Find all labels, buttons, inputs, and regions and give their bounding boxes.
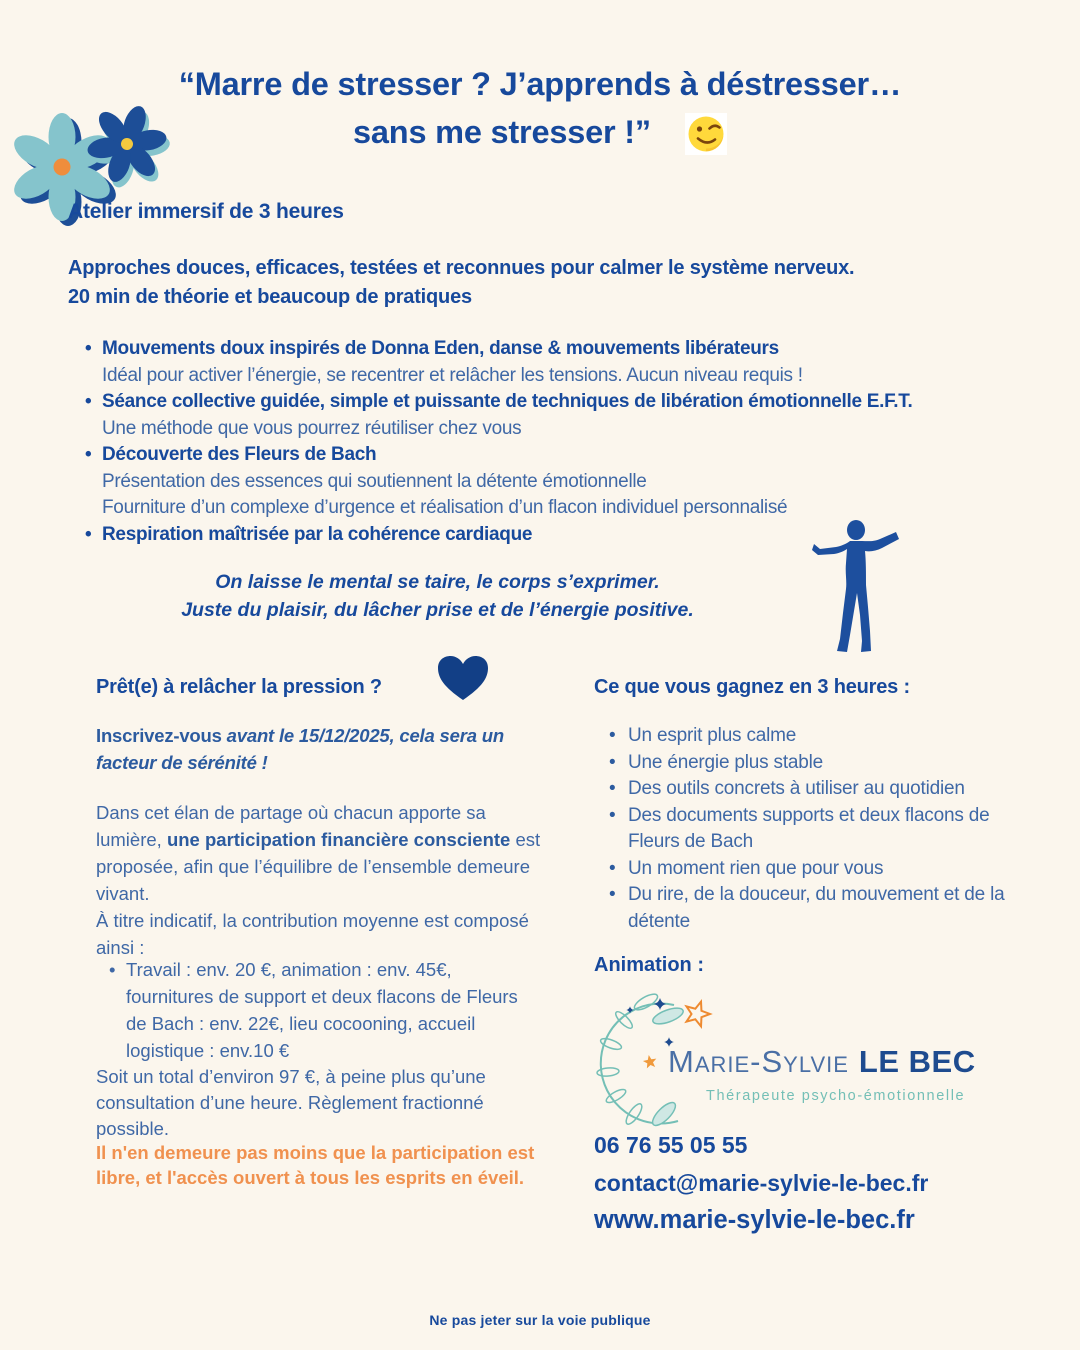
right-column: [594, 0, 1026, 1350]
benefit-item: • Un moment rien que pour vous: [594, 856, 1026, 883]
bullet-detail: Idéal pour activer l’énergie, se recentrer et relâcher les tensions. Aucun niveau requis !: [102, 364, 803, 386]
signup-call: [96, 722, 551, 776]
logo-name-last: LE BEC: [858, 1044, 976, 1079]
website-url: www.marie-sylvie-le-bec.fr: [594, 1206, 915, 1234]
logo-name: [668, 1044, 976, 1080]
pressure-heading: Prêt(e) à relâcher la pression ?: [96, 676, 382, 698]
benefit-item: • Du rire, de la douceur, du mouvement et de la détente: [594, 882, 1026, 935]
signup-deadline: avant le 15/12/2025, cela sera un facteur de sérénité !: [96, 725, 504, 773]
signup-bold: Inscrivez-vous: [96, 725, 222, 746]
participation-text: [96, 799, 551, 907]
participation-bold: une participation financière consciente: [166, 829, 511, 850]
contact-block: [594, 1132, 928, 1235]
logo-tagline: Thérapeute psycho-émotionnelle: [706, 1088, 966, 1104]
total-note: Soit un total d’environ 97 €, à peine plus qu’une consultation d’une heure. Règlement fractionné possible.: [96, 1066, 486, 1139]
bullet-title: • Mouvements doux inspirés de Donna Eden, danse & mouvements libérateurs: [84, 336, 1060, 363]
benefit-item: • Des outils concrets à utiliser au quotidien: [594, 776, 1026, 803]
bullet-detail: Fourniture d’un complexe d’urgence et réalisation d’un flacon individuel personnalisé: [102, 497, 788, 518]
title-line1: “Marre de stresser ? J’apprends à déstresser…: [178, 66, 902, 102]
phone-number: 06 76 55 05 55: [594, 1132, 748, 1158]
participation-paragraph: [96, 799, 551, 961]
animation-label: Animation :: [594, 954, 704, 976]
benefit-item: • Un esprit plus calme: [594, 723, 1026, 750]
bullet-detail: Une méthode que vous pourrez réutiliser chez vous: [102, 417, 522, 439]
participation-rest: est proposée, afin que l’équilibre de l’ensemble demeure vivant.: [96, 829, 541, 904]
bullet-title: • Respiration maîtrisée par la cohérence cardiaque: [84, 522, 1060, 549]
benefit-item: • Une énergie plus stable: [594, 750, 1026, 777]
title-line2: sans me stresser !”: [353, 114, 651, 150]
footer-note: Ne pas jeter sur la voie publique: [429, 1312, 651, 1328]
benefits-heading: Ce que vous gagnez en 3 heures :: [594, 676, 910, 698]
bullet-title: • Séance collective guidée, simple et puissante de techniques de libération émotionnelle E.F.T.: [84, 389, 1060, 416]
quote-line2: Juste du plaisir, du lâcher prise et de l’énergie positive.: [181, 599, 694, 621]
bullet-detail: Présentation des essences qui soutiennent la détente émotionnelle: [102, 470, 647, 492]
indicative-line: À titre indicatif, la contribution moyenne est composé ainsi :: [96, 910, 529, 958]
workshop-subtitle: Atelier immersif de 3 heures: [68, 200, 344, 223]
lead-line2: 20 min de théorie et beaucoup de pratiques: [68, 286, 472, 308]
free-access-note: Il n'en demeure pas moins que la participation est libre, et l'accès ouvert à tous les esprits en éveil.: [96, 1142, 535, 1188]
quote-line1: On laisse le mental se taire, le corps s’exprimer.: [215, 571, 660, 593]
bullet-title: • Découverte des Fleurs de Bach: [84, 442, 1060, 469]
participation-intro: Dans cet élan de partage où chacun apporte sa lumière,: [96, 802, 486, 850]
lead-line1: Approches douces, efficaces, testées et reconnues pour calmer le système nerveux.: [68, 257, 855, 279]
email-address: contact@marie-sylvie-le-bec.fr: [594, 1170, 929, 1196]
therapist-logo: [594, 982, 1026, 1137]
logo-name-first: Marie-Sylvie: [668, 1044, 849, 1079]
cost-breakdown-item: • Travail : env. 20 €, animation : env. 45€, fournitures de support et deux flacons de Fleurs de Bach : env. 22€, lieu cocooning, accueil logistique : env.10 €: [96, 956, 536, 1064]
benefit-item: • Des documents supports et deux flacons de Fleurs de Bach: [594, 803, 1026, 856]
benefits-list: [594, 723, 1026, 935]
left-column: [96, 0, 551, 1350]
heart-icon: [436, 654, 490, 702]
